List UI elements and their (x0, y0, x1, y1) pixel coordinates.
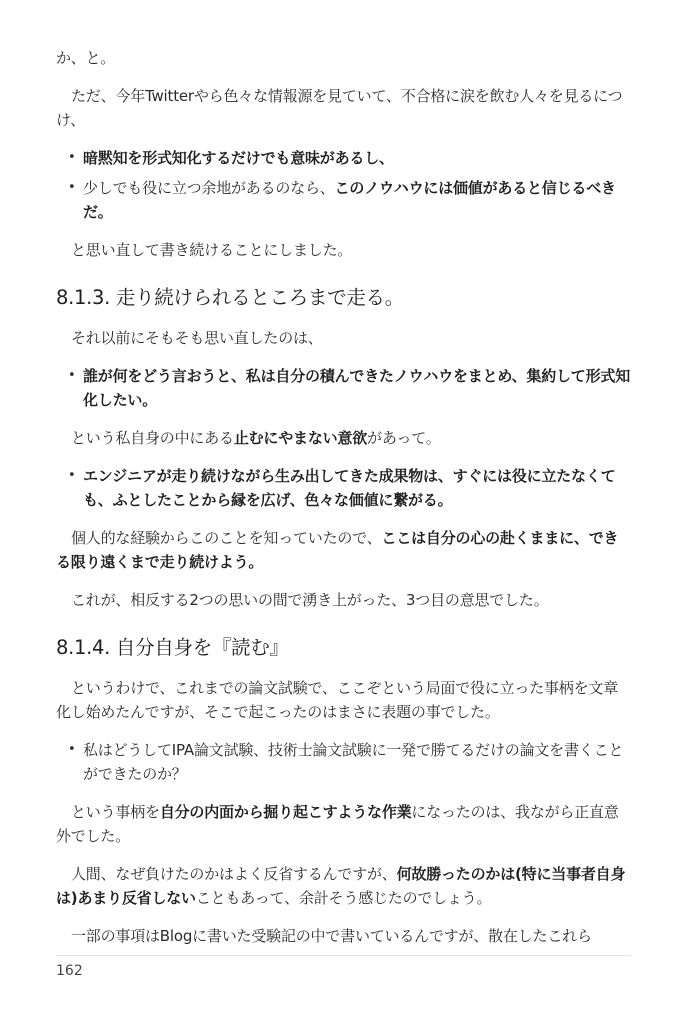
paragraph: と思い直して書き続けることにしました。 (71, 241, 353, 259)
bullet-list (56, 464, 631, 512)
paragraph: それ以前にそもそも思い直したのは、 (71, 329, 323, 347)
paragraph: という事柄を自分の内面から掘り起こすような作業になったのは、我ながら正直意外でした。 (56, 803, 619, 845)
paragraph: 一部の事項はBlogに書いた受験記の中で書いているんですが、散在したこれら (71, 927, 592, 945)
paragraph: ただ、今年Twitterやら色々な情報源を見ていて、不合格に涙を飲む人々を見るにつけ、 (56, 87, 623, 129)
bullet-list (56, 364, 631, 412)
paragraph: 個人的な経験からこのことを知っていたので、ここは自分の心の赴くままに、できる限り遠くまで走り続けよう。 (56, 529, 619, 571)
paragraph: 人間、なぜ負けたのかはよく反省するんですが、何故勝ったのかは(特に当事者自身は)あまり反省しないこともあって、余計そう感じたのでしょう。 (56, 865, 626, 907)
paragraph: という私自身の中にある止むにやまない意欲があって。 (71, 429, 441, 447)
page-number: 162 (56, 963, 83, 979)
bullet-list (56, 146, 631, 224)
page-body (56, 46, 631, 948)
footer-divider (56, 955, 631, 956)
list-item: • 誰が何をどう言おうと、私は自分の積んできたノウハウをまとめ、集約して形式知化したい。 (83, 364, 631, 412)
list-item: • 私はどうしてIPA論文試験、技術士論文試験に一発で勝てるだけの論文を書くことができたのか？ (83, 738, 631, 786)
list-item: • 少しでも役に立つ余地があるのなら、このノウハウには価値があると信じるべきだ。 (83, 176, 631, 224)
section-heading: 8.1.4. 自分自身を『読む』 (56, 636, 289, 659)
paragraph: というわけで、これまでの論文試験で、ここぞという局面で役に立った事柄を文章化し始めたんですが、そこで起こったのはまさに表題の事でした。 (56, 679, 619, 721)
paragraph: か、と。 (56, 49, 116, 67)
list-item: • エンジニアが走り続けながら生み出してきた成果物は、すぐには役に立たなくても、ふとしたことから縁を広げ、色々な価値に繋がる。 (83, 464, 631, 512)
section-heading: 8.1.3. 走り続けられるところまで走る。 (56, 286, 404, 309)
list-item: • 暗黙知を形式知化するだけでも意味があるし、 (83, 146, 631, 170)
paragraph: これが、相反する2つの思いの間で湧き上がった、3つ目の意思でした。 (71, 591, 549, 609)
bullet-list (56, 738, 631, 786)
